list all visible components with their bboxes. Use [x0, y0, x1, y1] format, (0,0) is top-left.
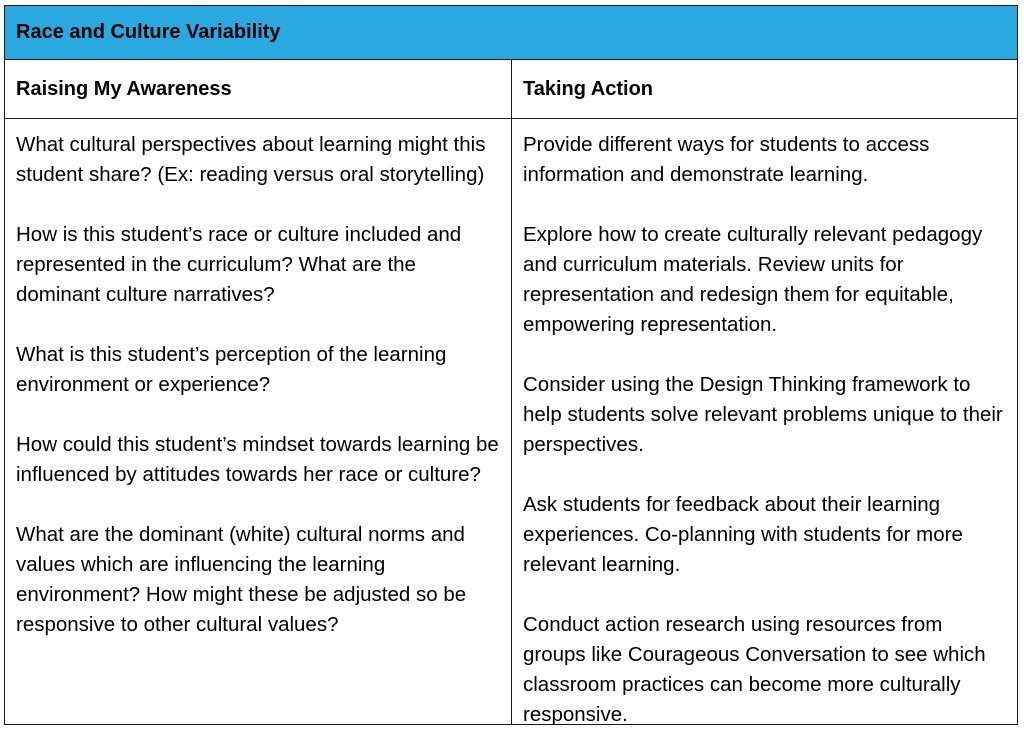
- race-culture-table: [4, 5, 1018, 725]
- awareness-question: What is this student’s perception of the learning environment or experience?: [16, 343, 447, 396]
- action-item: Explore how to create culturally relevant pedagogy and curriculum materials. Review units for representation and redesign them for equitable, empowering representation.: [523, 223, 983, 336]
- awareness-question: How could this student’s mindset towards learning be influenced by attitudes towards her race or culture?: [16, 433, 499, 486]
- awareness-cell: [5, 119, 512, 724]
- action-item: Provide different ways for students to access information and demonstrate learning.: [523, 133, 930, 186]
- awareness-question: What cultural perspectives about learning might this student share? (Ex: reading versus oral storytelling): [16, 133, 486, 186]
- action-item: Ask students for feedback about their learning experiences. Co-planning with students for more relevant learning.: [523, 493, 963, 576]
- action-cell: [512, 119, 1017, 724]
- awareness-question: How is this student’s race or culture included and represented in the curriculum? What are the dominant culture narratives?: [16, 223, 462, 306]
- table-title: Race and Culture Variability: [16, 21, 281, 43]
- awareness-question: What are the dominant (white) cultural norms and values which are influencing the learning environment? How might these be adjusted so be responsive to other cultural values?: [16, 523, 467, 636]
- content-row: [5, 119, 1017, 724]
- table-title-row: [5, 6, 1017, 60]
- header-taking-action: Taking Action: [523, 77, 653, 100]
- action-item: Conduct action research using resources from groups like Courageous Conversation to see which classroom practices can become more culturally responsive.: [523, 613, 986, 726]
- header-raising-awareness: Raising My Awareness: [5, 60, 512, 118]
- action-item: Consider using the Design Thinking framework to help students solve relevant problems unique to their perspectives.: [523, 373, 1003, 456]
- column-header-row: [5, 60, 1017, 119]
